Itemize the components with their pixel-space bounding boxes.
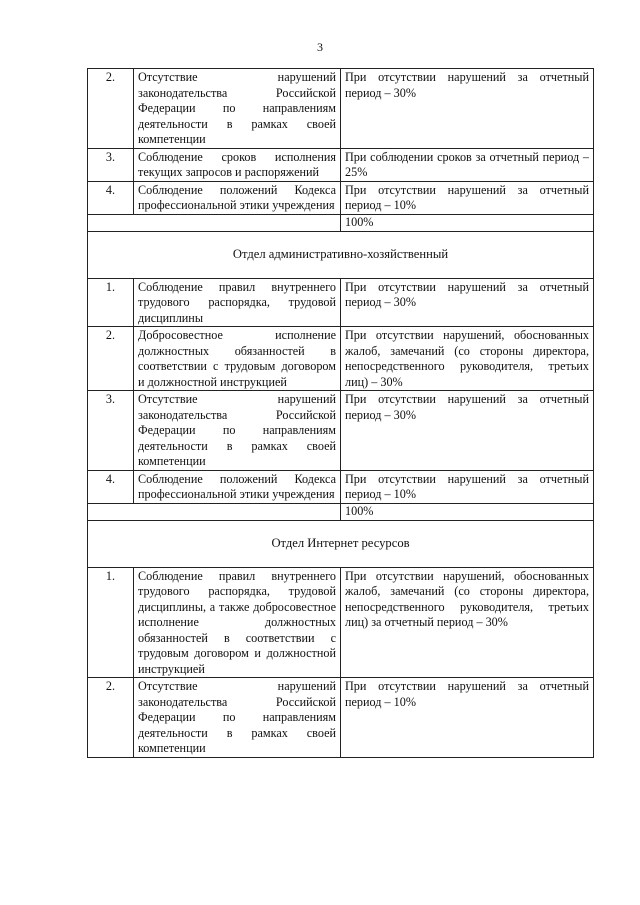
total-spacer [88, 503, 341, 520]
row-number: 1. [88, 567, 134, 678]
criteria-table [87, 68, 594, 758]
criterion-cell: Соблюдение положений Кодекса профессиональной этики учреждения [134, 470, 341, 503]
table-row [88, 278, 594, 327]
section-title: Отдел административно-хозяйственный [88, 231, 594, 278]
condition-cell: При отсутствии нарушений за отчетный период – 30% [341, 278, 594, 327]
condition-cell: При отсутствии нарушений за отчетный период – 30% [341, 69, 594, 149]
condition-cell: При отсутствии нарушений за отчетный период – 10% [341, 181, 594, 214]
criterion-cell: Отсутствие нарушений законодательства Российской Федерации по направлениям деятельности в рамках своей компетенции [134, 69, 341, 149]
total-value: 100% [341, 214, 594, 231]
section-title: Отдел Интернет ресурсов [88, 520, 594, 567]
row-number: 2. [88, 69, 134, 149]
row-number: 4. [88, 181, 134, 214]
table-row [88, 148, 594, 181]
table-row [88, 69, 594, 149]
condition-cell: При отсутствии нарушений, обоснованных жалоб, замечаний (со стороны директора, непосредственного руководителя, третьих лиц) за отчетный период – 30% [341, 567, 594, 678]
section-header-row [88, 231, 594, 278]
table-row [88, 678, 594, 758]
table-row [88, 567, 594, 678]
row-number: 3. [88, 148, 134, 181]
criterion-cell: Соблюдение правил внутреннего трудового распорядка, трудовой дисциплины [134, 278, 341, 327]
criterion-cell: Отсутствие нарушений законодательства Российской Федерации по направлениям деятельности в рамках своей компетенции [134, 678, 341, 758]
criterion-cell: Добросовестное исполнение должностных обязанностей в соответствии с трудовым договором и должностной инструкцией [134, 327, 341, 391]
criterion-cell: Соблюдение сроков исполнения текущих запросов и распоряжений [134, 148, 341, 181]
row-number: 2. [88, 327, 134, 391]
row-number: 4. [88, 470, 134, 503]
criterion-cell: Соблюдение правил внутреннего трудового распорядка, трудовой дисциплины, а также добросовестное исполнение должностных обязанностей в соответствии с трудовым договором и должностной инструкцией [134, 567, 341, 678]
condition-cell: При соблюдении сроков за отчетный период – 25% [341, 148, 594, 181]
total-value: 100% [341, 503, 594, 520]
condition-cell: При отсутствии нарушений, обоснованных жалоб, замечаний (со стороны директора, непосредственного руководителя, третьих лиц) – 30% [341, 327, 594, 391]
table-row [88, 181, 594, 214]
criterion-cell: Соблюдение положений Кодекса профессиональной этики учреждения [134, 181, 341, 214]
row-number: 2. [88, 678, 134, 758]
total-row [88, 503, 594, 520]
total-row [88, 214, 594, 231]
table-row [88, 391, 594, 471]
table-row [88, 470, 594, 503]
section-header-row [88, 520, 594, 567]
total-spacer [88, 214, 341, 231]
condition-cell: При отсутствии нарушений за отчетный период – 10% [341, 470, 594, 503]
condition-cell: При отсутствии нарушений за отчетный период – 10% [341, 678, 594, 758]
criterion-cell: Отсутствие нарушений законодательства Российской Федерации по направлениям деятельности в рамках своей компетенции [134, 391, 341, 471]
condition-cell: При отсутствии нарушений за отчетный период – 30% [341, 391, 594, 471]
row-number: 3. [88, 391, 134, 471]
row-number: 1. [88, 278, 134, 327]
table-row [88, 327, 594, 391]
page-number: 3 [317, 40, 323, 54]
